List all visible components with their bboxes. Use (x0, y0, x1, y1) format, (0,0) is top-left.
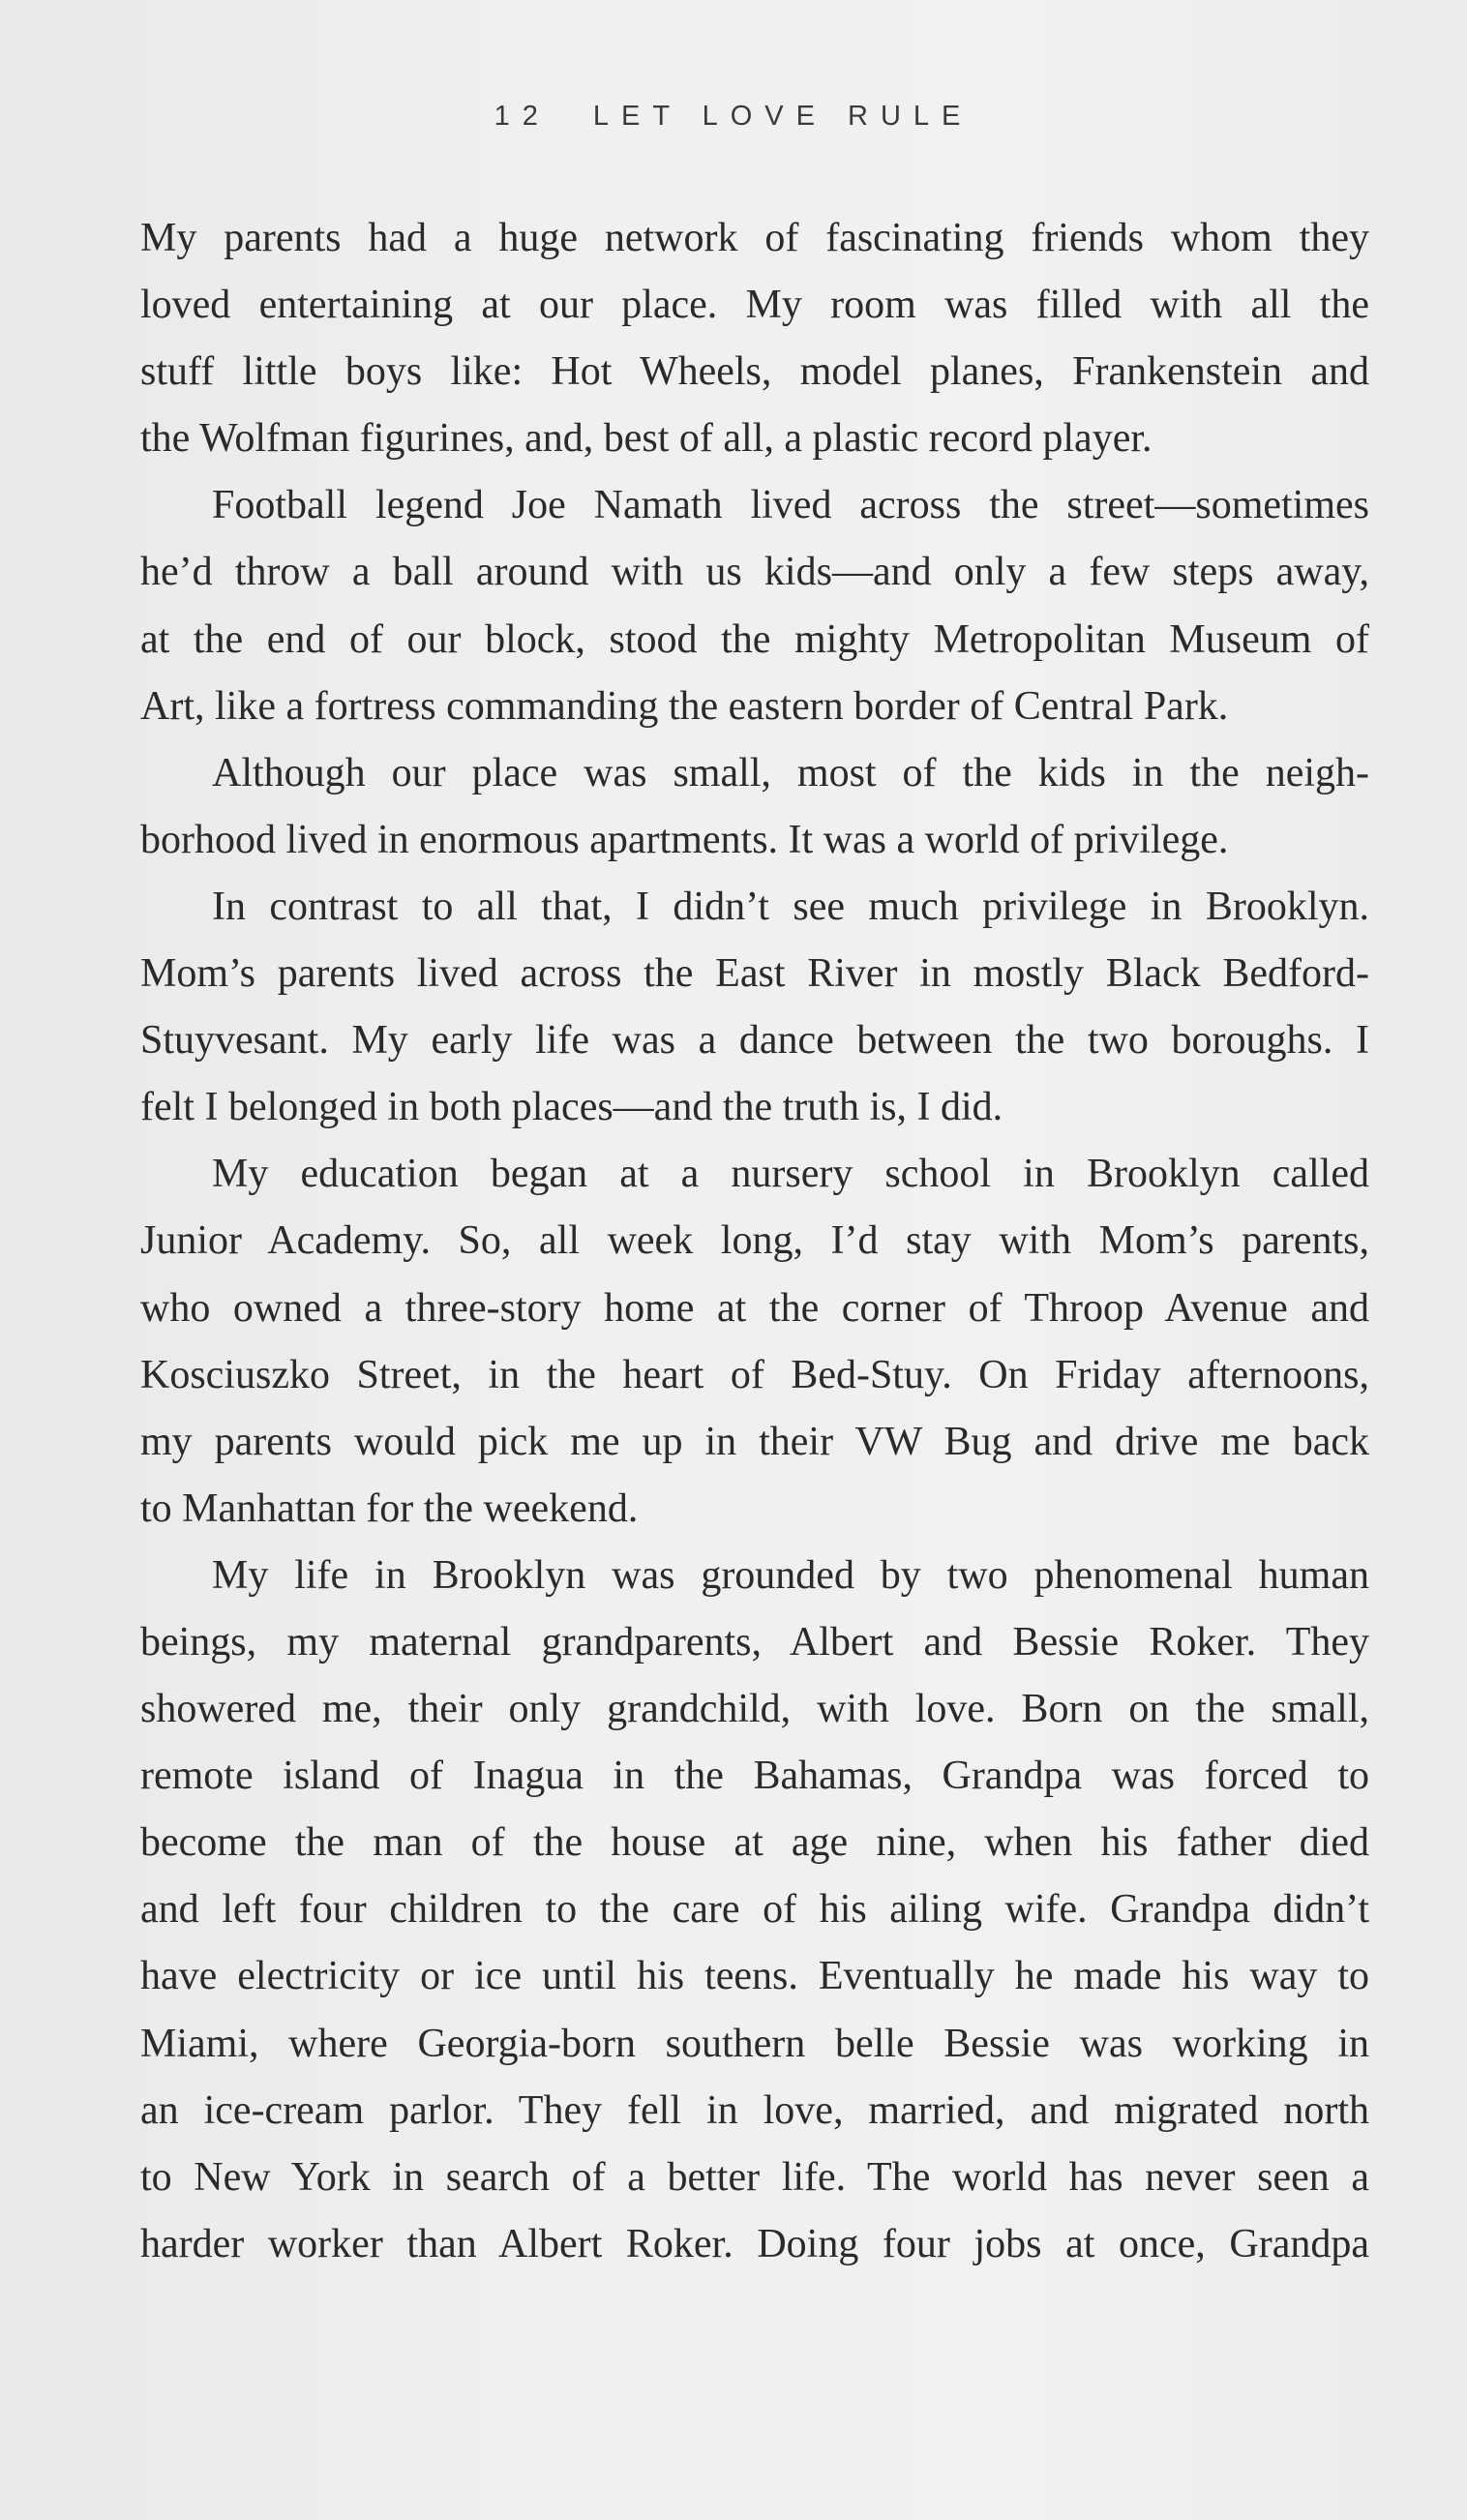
body-text (140, 205, 1369, 2278)
text-line: Although our place was small, most of the kids in the neigh- (212, 750, 1369, 795)
text-line: to New York in search of a better life. The world has never seen a (140, 2154, 1369, 2200)
page-number: 12 (494, 101, 551, 132)
text-line: he’d throw a ball around with us kids—and only a few steps away, (140, 550, 1369, 595)
text-line: loved entertaining at our place. My room was filled with all the (140, 283, 1369, 328)
text-line: and left four children to the care of his ailing wife. Grandpa didn’t (140, 1887, 1369, 1933)
text-line: My life in Brooklyn was grounded by two phenomenal human (212, 1552, 1369, 1598)
text-line: Stuyvesant. My early life was a dance between the two boroughs. I (140, 1018, 1369, 1064)
text-line: Mom’s parents lived across the East River in mostly Black Bedford- (140, 951, 1369, 997)
text-line: Art, like a fortress commanding the eastern border of Central Park. (140, 683, 1229, 729)
text-line: My parents had a huge network of fascinating friends whom they (140, 216, 1369, 260)
text-line: have electricity or ice until his teens. Eventually he made his way to (140, 1954, 1369, 1999)
text-line: stuff little boys like: Hot Wheels, model planes, Frankenstein and (140, 349, 1369, 395)
text-line: showered me, their only grandchild, with love. Born on the small, (140, 1687, 1369, 1732)
text-line: My education began at a nursery school in Brooklyn called (212, 1152, 1369, 1197)
text-line: to Manhattan for the weekend. (140, 1485, 639, 1531)
text-line: In contrast to all that, I didn’t see much privilege in Brooklyn. (212, 884, 1369, 929)
running-head-title: LET LOVE RULE (592, 101, 973, 132)
text-line: beings, my maternal grandparents, Albert and Bessie Roker. They (140, 1619, 1369, 1665)
text-line: remote island of Inagua in the Bahamas, Grandpa was forced to (140, 1754, 1369, 1799)
text-line: felt I belonged in both places—and the truth is, I did. (140, 1085, 1003, 1130)
text-line: Junior Academy. So, all week long, I’d stay with Mom’s parents, (140, 1218, 1369, 1264)
text-line: harder worker than Albert Roker. Doing four jobs at once, Grandpa (140, 2221, 1369, 2266)
text-line: Kosciuszko Street, in the heart of Bed-Stuy. On Friday afternoons, (140, 1352, 1369, 1397)
text-line: my parents would pick me up in their VW Bug and drive me back (140, 1419, 1369, 1464)
text-line: borhood lived in enormous apartments. It was a world of privilege. (140, 817, 1229, 862)
text-line: at the end of our block, stood the mighty Metropolitan Museum of (140, 616, 1369, 662)
running-head (0, 101, 1467, 133)
text-line: the Wolfman figurines, and, best of all, a plastic record player. (140, 416, 1153, 462)
text-line: who owned a three-story home at the corner of Throop Avenue and (140, 1285, 1369, 1331)
text-line: become the man of the house at age nine, when his father died (140, 1820, 1369, 1866)
text-line: Football legend Joe Namath lived across the street—sometimes (212, 483, 1369, 528)
text-line: Miami, where Georgia-born southern belle Bessie was working in (140, 2021, 1369, 2066)
text-line: an ice-cream parlor. They fell in love, married, and migrated north (140, 2087, 1369, 2133)
